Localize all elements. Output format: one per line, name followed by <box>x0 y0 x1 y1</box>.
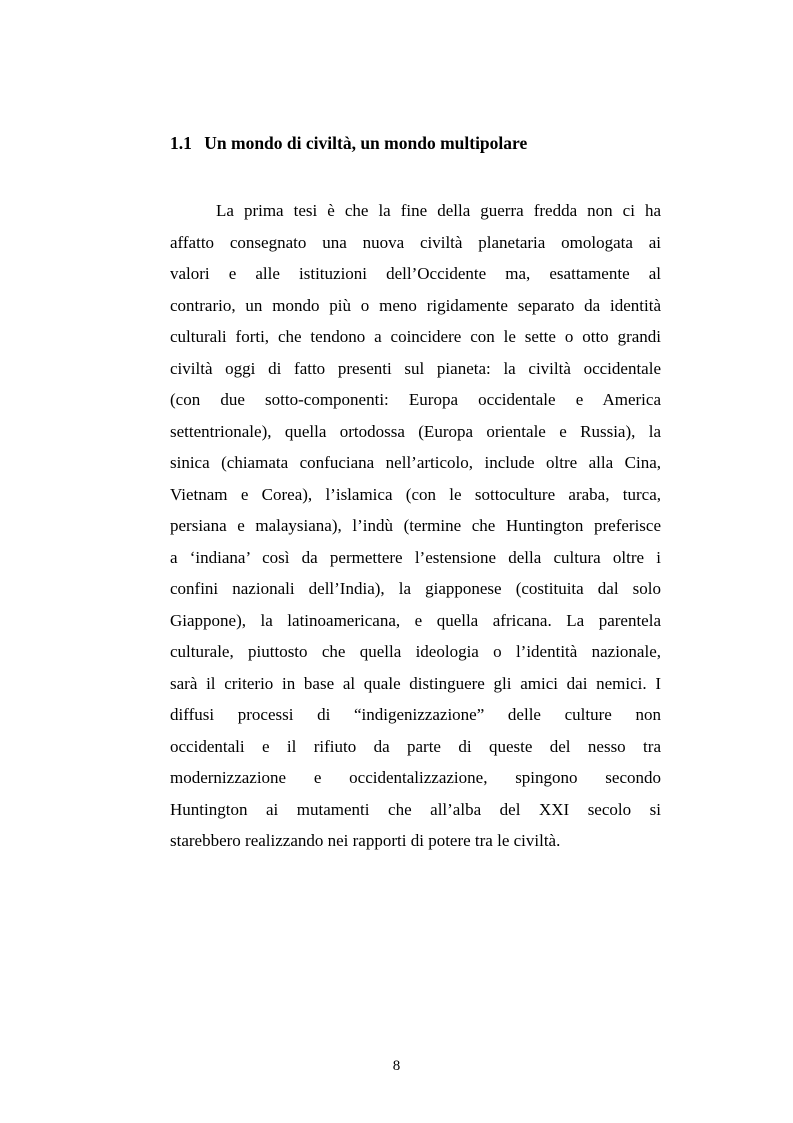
paragraph-line: diffusi processi di “indigenizzazione” delle culture non <box>170 705 661 724</box>
paragraph-line: persiana e malaysiana), l’indù (termine che Huntington preferisce <box>170 516 661 535</box>
section-heading <box>170 131 670 155</box>
paragraph-line: culturale, piuttosto che quella ideologia o l’identità nazionale, <box>170 642 661 661</box>
section-title: Un mondo di civiltà, un mondo multipolare <box>204 133 528 153</box>
paragraph-line: contrario, un mondo più o meno rigidamente separato da identità <box>170 295 661 315</box>
paragraph-line: civiltà oggi di fatto presenti sul pianeta: la civiltà occidentale <box>170 358 661 378</box>
page-number: 8 <box>392 1058 401 1074</box>
paragraph-line: starebbero realizzando nei rapporti di potere tra le civiltà. <box>170 831 561 850</box>
paragraph-line: Giappone), la latinoamericana, e quella africana. La parentela <box>170 610 661 630</box>
paragraph-line: occidentali e il rifiuto da parte di queste del nesso tra <box>170 736 661 756</box>
paragraph-line: sarà il criterio in base al quale distinguere gli amici dai nemici. I <box>170 673 661 693</box>
paragraph-line: Huntington ai mutamenti che all’alba del XXI secolo si <box>170 799 661 819</box>
paragraph-line: Vietnam e Corea), l’islamica (con le sottoculture araba, turca, <box>170 484 661 504</box>
paragraph-line: La prima tesi è che la fine della guerra fredda non ci ha <box>216 201 661 220</box>
paragraph-line: sinica (chiamata confuciana nell’articolo, include oltre alla Cina, <box>170 453 661 472</box>
paragraph-line: modernizzazione e occidentalizzazione, spingono secondo <box>170 768 661 787</box>
paragraph-line: culturali forti, che tendono a coincidere con le sette o otto grandi <box>170 327 661 346</box>
paragraph-line: settentrionale), quella ortodossa (Europa orientale e Russia), la <box>170 421 661 441</box>
paragraph-line: confini nazionali dell’India), la giapponese (costituita dal solo <box>170 579 661 598</box>
section-number: 1.1 <box>170 133 192 153</box>
paragraph-line: a ‘indiana’ così da permettere l’estensione della cultura oltre i <box>170 547 661 567</box>
paragraph-line: (con due sotto-componenti: Europa occidentale e America <box>170 390 661 409</box>
paragraph-line: valori e alle istituzioni dell’Occidente ma, esattamente al <box>170 264 661 283</box>
paragraph-line: affatto consegnato una nuova civiltà planetaria omologata ai <box>170 232 661 252</box>
body-paragraph <box>170 195 661 857</box>
